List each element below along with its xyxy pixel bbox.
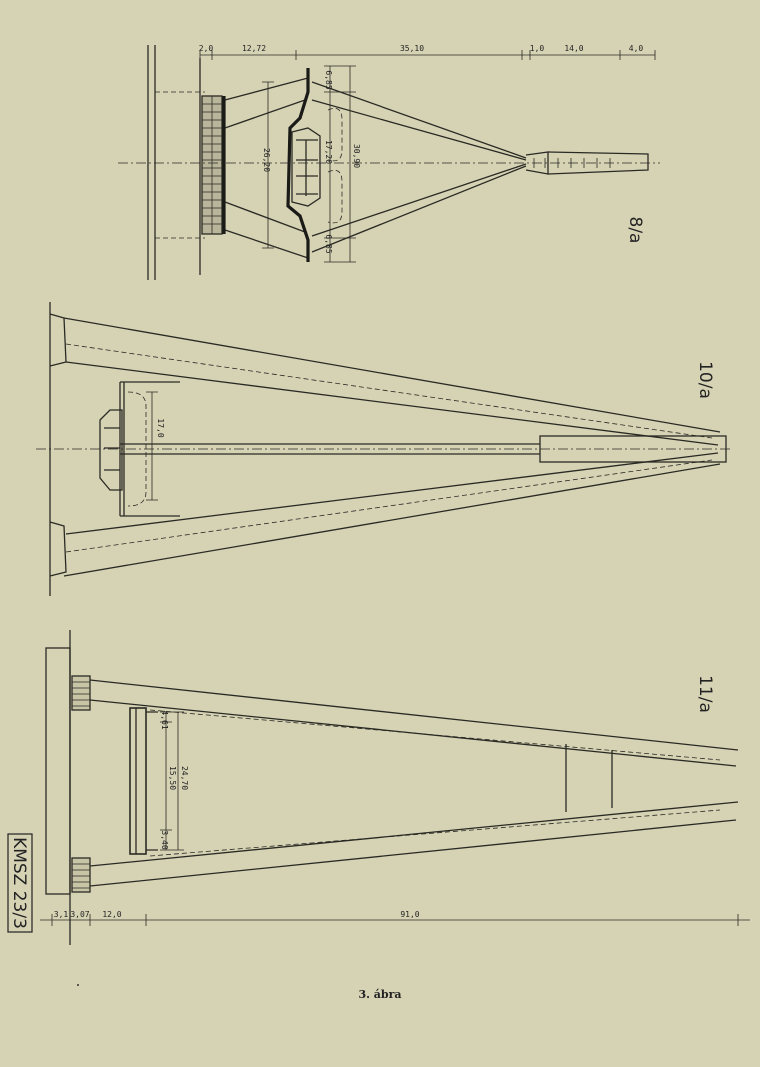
dim-17-0: 17,0 bbox=[156, 418, 165, 438]
dim-26-20: 26,20 bbox=[262, 147, 271, 173]
panel-label-10a: 10/a bbox=[695, 361, 715, 399]
panel-10a bbox=[36, 302, 730, 596]
dim-3-1: 3,1 bbox=[53, 910, 69, 919]
dim-4-61: 4,61 bbox=[160, 710, 169, 730]
dim-2-0: 2,0 bbox=[198, 44, 214, 53]
dim-12-0: 12,0 bbox=[102, 910, 122, 919]
panel-label-8a: 8/a bbox=[625, 216, 645, 244]
dim-6-85-top: 6,85 bbox=[324, 70, 333, 90]
panel-11a bbox=[40, 630, 750, 945]
deck-cross-section bbox=[288, 68, 342, 262]
dim-3-40: 3,40 bbox=[160, 830, 169, 850]
abutment-block bbox=[202, 96, 222, 234]
panel-label-11a: 11/a bbox=[695, 675, 715, 713]
figure-caption: 3. ábra bbox=[358, 988, 402, 1001]
dim-1-0: 1,0 bbox=[529, 44, 545, 53]
deck-element-11a bbox=[130, 708, 158, 854]
dim-12-72: 12,72 bbox=[241, 44, 267, 53]
dim-14-0: 14,0 bbox=[564, 44, 584, 53]
dim-15-50: 15,50 bbox=[168, 765, 177, 791]
dim-4-0: 4,0 bbox=[628, 44, 644, 53]
dim-6-85-bottom: 6,85 bbox=[324, 234, 333, 254]
dim-35-10: 35,10 bbox=[399, 44, 425, 53]
dim-91-0: 91,0 bbox=[400, 910, 420, 919]
dim-24-70: 24,70 bbox=[180, 765, 189, 791]
stamp-box bbox=[8, 834, 32, 932]
dim-3-07: 3,07 bbox=[70, 910, 90, 919]
panel-8a bbox=[118, 44, 660, 280]
stamp-text: KMSZ 23/3 bbox=[9, 837, 29, 929]
dim-30-90: 30,90 bbox=[352, 143, 361, 169]
dim-17-20: 17,20 bbox=[324, 139, 333, 165]
